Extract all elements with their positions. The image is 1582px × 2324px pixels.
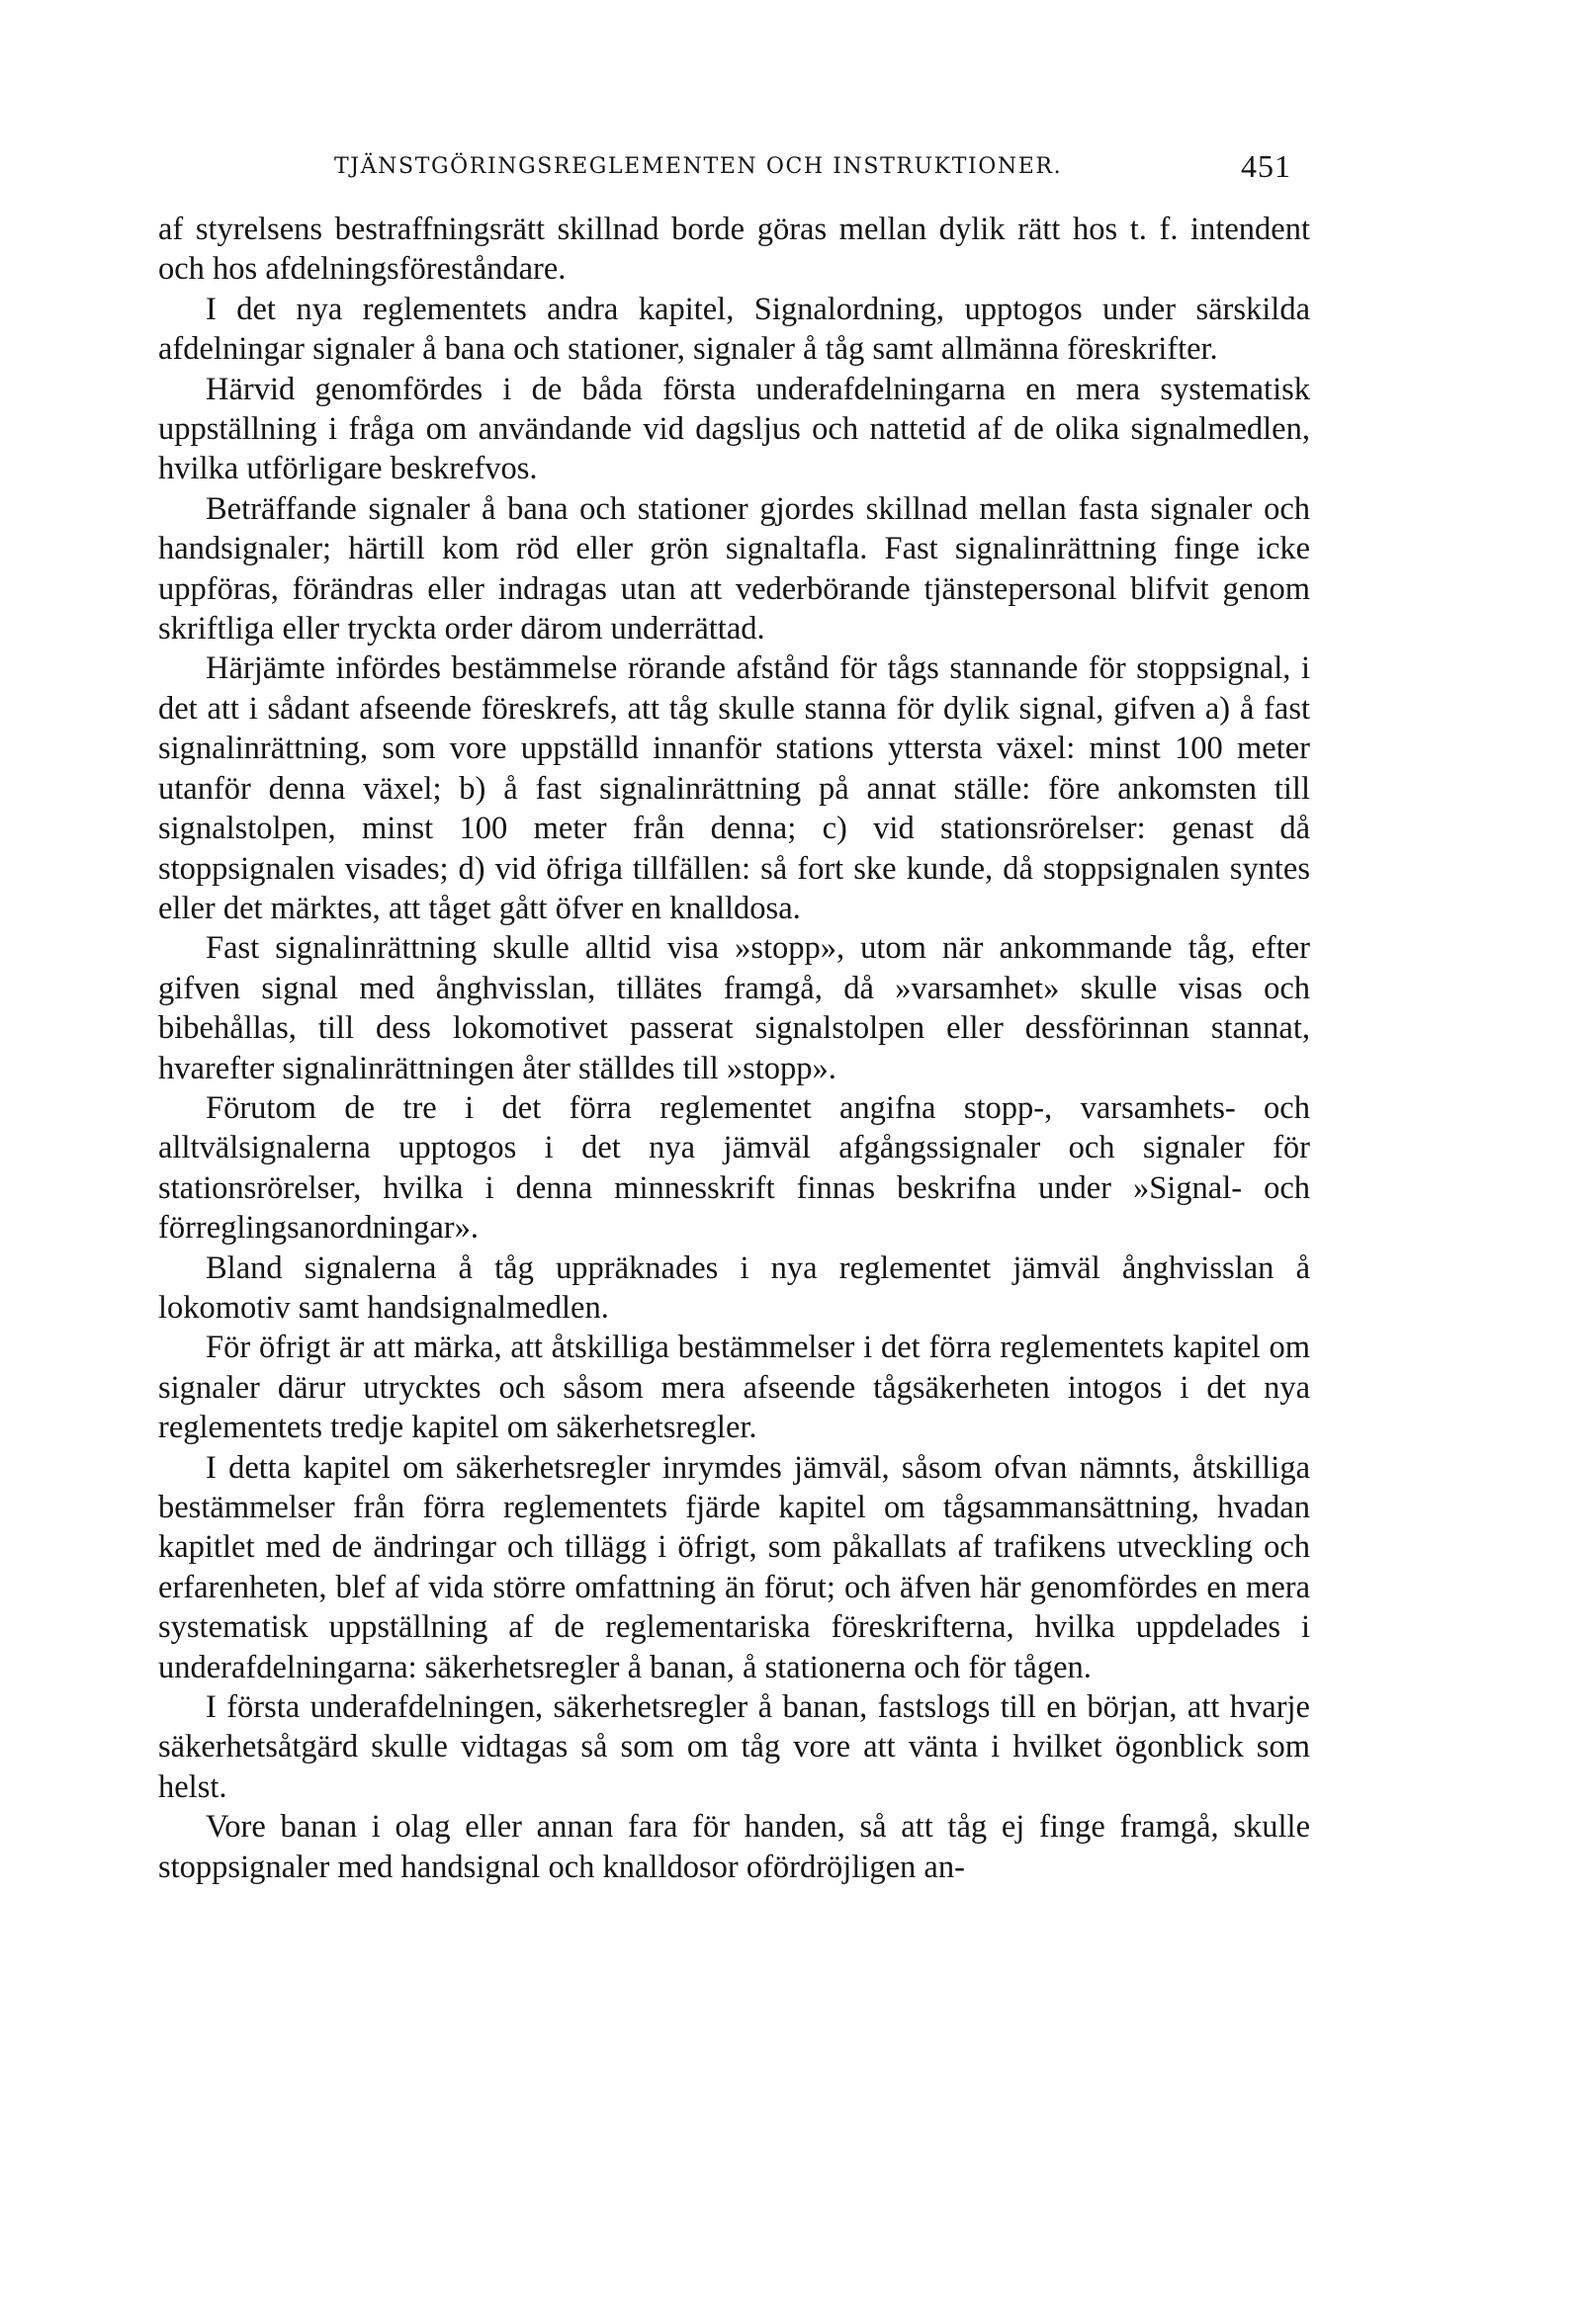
paragraph-continued: af styrelsens bestraffningsrätt skillnad borde göras mellan dylik rätt hos t. f. intendent och hos afdelningsföreståndare. — [158, 212, 1310, 288]
paragraph: Härjämte infördes bestämmelse rörande afstånd för tågs stannande för stoppsignal, i det att i sådant afseende föreskrefs, att tåg skulle stanna för dylik signal, gifven a) å fast signalinrättning, som vore uppställd innanför stations yttersta växel: minst 100 meter utanför denna växel; b) å fast signalinrättning på annat ställe: före ankomsten till signalstolpen, minst 100 meter från denna; c) vid stationsrörelser: genast då stoppsignalen visades; d) vid öfriga tillfällen: så fort ske kunde, då stoppsignalen syntes eller det märktes, att tåget gått öfver en knalldosa. — [158, 650, 1310, 926]
paragraph: Bland signalerna å tåg uppräknades i nya reglementet jämväl ånghvisslan å lokomotiv samt handsignalmedlen. — [158, 1249, 1310, 1326]
running-title: TJÄNSTGÖRINGSREGLEMENTEN OCH INSTRUKTIONER. — [334, 154, 1063, 179]
page-number: 451 — [1241, 148, 1291, 184]
paragraph: Härvid genomfördes i de båda första underafdelningarna en mera systematisk uppställning i fråga om användande vid dagsljus och nattetid af de olika signalmedlen, hvilka utförligare beskrefvos. — [158, 371, 1310, 487]
paragraph: I det nya reglementets andra kapitel, Signalordning, upptogos under särskilda afdelningar signaler å bana och stationer, signaler å tåg samt allmänna föreskrifter. — [158, 291, 1310, 368]
paragraph: Fast signalinrättning skulle alltid visa »stopp», utom när ankommande tåg, efter gifven signal med ånghvisslan, tillätes framgå, då »varsamhet» skulle visas och bibehållas, till dess lokomotivet passerat signalstolpen eller dessförinnan stannat, hvarefter signalinrättningen åter ställdes till »stopp». — [158, 930, 1310, 1086]
paragraph: I första underafdelningen, säkerhetsregler å banan, fastslogs till en början, att hvarje säkerhetsåtgärd skulle vidtagas så som om tåg vore att vänta i hvilket ögonblick som helst. — [158, 1689, 1310, 1805]
running-header — [158, 148, 1305, 188]
paragraph: Vore banan i olag eller annan fara för handen, så att tåg ej finge framgå, skulle stoppsignaler med handsignal och knalldosor ofördröjligen an- — [158, 1809, 1310, 1885]
paragraph: Beträffande signaler å bana och stationer gjordes skillnad mellan fasta signaler och handsignaler; härtill kom röd eller grön signaltafla. Fast signalinrättning finge icke uppföras, förändras eller indragas utan att vederbörande tjänstepersonal blifvit genom skriftliga eller tryckta order därom underrättad. — [158, 490, 1310, 647]
paragraph: Förutom de tre i det förra reglementet angifna stopp-, varsamhets- och alltvälsignalerna upptogos i det nya jämväl afgångssignaler och signaler för stationsrörelser, hvilka i denna minnesskrift finnas beskrifna under »Signal- och förreglingsanordningar». — [158, 1089, 1310, 1247]
paragraph: I detta kapitel om säkerhetsregler inrymdes jämväl, såsom ofvan nämnts, åtskilliga bestämmelser från förra reglementets fjärde kapitel om tågsammansättning, hvadan kapitlet med de ändringar och tillägg i öfrigt, som påkallats af trafikens utveckling och erfarenheten, blef af vida större omfattning än förut; och äfven här genomfördes en mera systematisk uppställning af de reglementariska föreskrifterna, hvilka uppdelades i underafdelningarna: säkerhetsregler å banan, å stationerna och för tågen. — [158, 1449, 1310, 1685]
paragraph: För öfrigt är att märka, att åtskilliga bestämmelser i det förra reglementets kapitel om signaler därur utrycktes och såsom mera afseende tågsäkerheten intogos i det nya reglementets tredje kapitel om säkerhetsregler. — [158, 1330, 1310, 1446]
body-text — [158, 210, 1310, 1887]
